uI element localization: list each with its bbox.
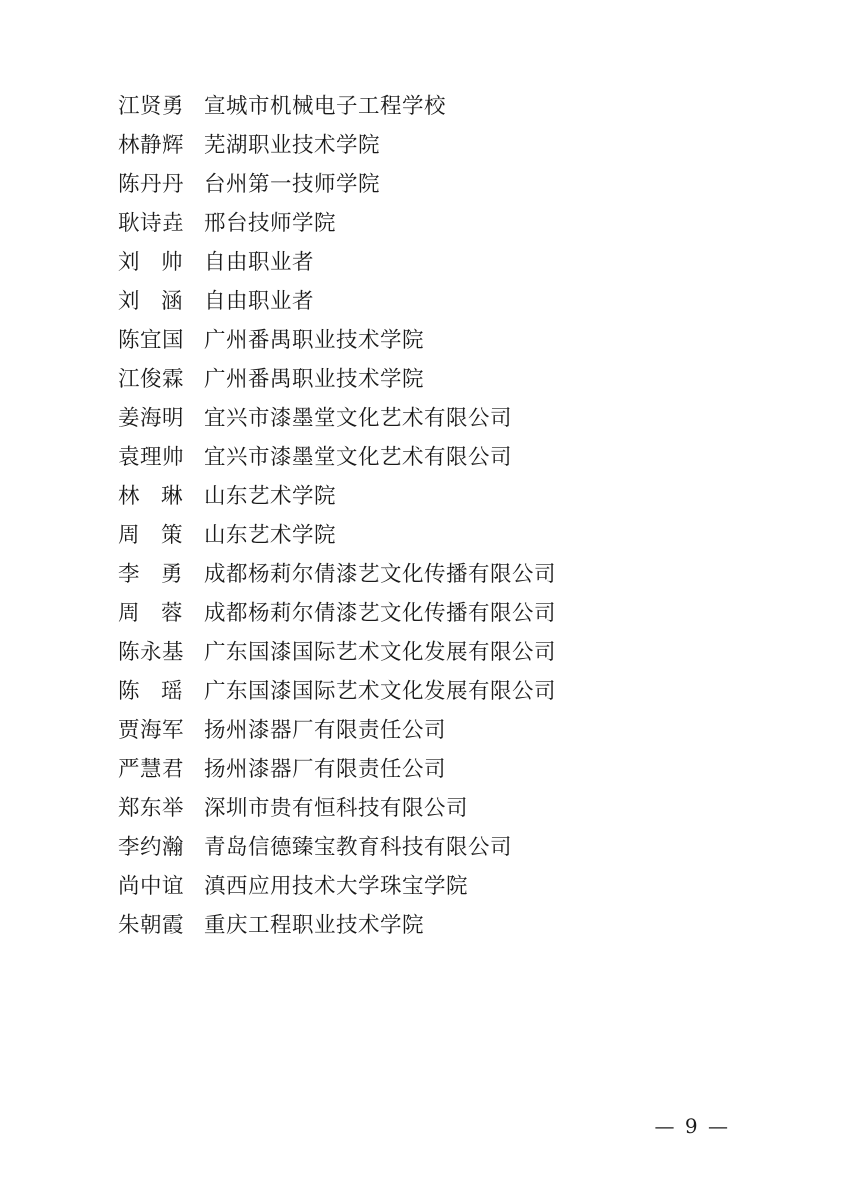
person-name: 林 琳 [118,484,183,509]
organization-name: 成都杨莉尔倩漆艺文化传播有限公司 [204,601,557,626]
organization-name: 滇西应用技术大学珠宝学院 [204,874,469,899]
organization-name: 扬州漆器厂有限责任公司 [204,757,447,782]
organization-name: 台州第一技师学院 [204,172,381,197]
organization-name: 成都杨莉尔倩漆艺文化传播有限公司 [204,562,557,587]
person-name: 陈永基 [118,640,185,665]
list-item [118,486,730,525]
organization-name: 广州番禺职业技术学院 [204,367,425,392]
organization-name: 扬州漆器厂有限责任公司 [204,718,447,743]
list-item [118,837,730,876]
list-item [118,291,730,330]
person-name: 郑东举 [118,796,185,821]
page-number: — 9 — [654,1114,730,1138]
list-item [118,603,730,642]
organization-name: 广东国漆国际艺术文化发展有限公司 [204,640,557,665]
organization-name: 宜兴市漆墨堂文化艺术有限公司 [204,445,513,470]
list-item [118,369,730,408]
list-item [118,174,730,213]
person-name: 江贤勇 [118,94,185,119]
list-item [118,330,730,369]
person-name: 陈 瑶 [118,679,183,704]
organization-name: 广州番禺职业技术学院 [204,328,425,353]
person-name: 耿诗垚 [118,211,185,236]
list-item [118,798,730,837]
list-item [118,681,730,720]
list-item [118,213,730,252]
person-name: 周 蓉 [118,601,183,626]
organization-name: 自由职业者 [204,250,315,275]
organization-name: 芜湖职业技术学院 [204,133,381,158]
list-item [118,642,730,681]
list-item [118,447,730,486]
organization-name: 宣城市机械电子工程学校 [204,94,447,119]
person-name: 严慧君 [118,757,185,782]
list-item [118,525,730,564]
person-name: 陈丹丹 [118,172,185,197]
list-item [118,564,730,603]
list-item [118,252,730,291]
person-name: 周 策 [118,523,183,548]
list-item [118,135,730,174]
person-name: 李 勇 [118,562,183,587]
organization-name: 邢台技师学院 [204,211,337,236]
name-organization-list [118,96,730,954]
person-name: 林静辉 [118,133,185,158]
organization-name: 深圳市贵有恒科技有限公司 [204,796,469,821]
list-item [118,96,730,135]
person-name: 李约瀚 [118,835,185,860]
organization-name: 山东艺术学院 [204,523,337,548]
list-item [118,408,730,447]
person-name: 姜海明 [118,406,185,431]
list-item [118,720,730,759]
person-name: 贾海军 [118,718,185,743]
list-item [118,876,730,915]
person-name: 刘 涵 [118,289,183,314]
person-name: 刘 帅 [118,250,183,275]
person-name: 江俊霖 [118,367,185,392]
person-name: 陈宜国 [118,328,185,353]
organization-name: 宜兴市漆墨堂文化艺术有限公司 [204,406,513,431]
person-name: 袁理帅 [118,445,185,470]
organization-name: 广东国漆国际艺术文化发展有限公司 [204,679,557,704]
organization-name: 重庆工程职业技术学院 [204,913,425,938]
person-name: 朱朝霞 [118,913,185,938]
person-name: 尚中谊 [118,874,185,899]
organization-name: 青岛信德臻宝教育科技有限公司 [204,835,513,860]
organization-name: 自由职业者 [204,289,315,314]
list-item [118,759,730,798]
organization-name: 山东艺术学院 [204,484,337,509]
list-item [118,915,730,954]
